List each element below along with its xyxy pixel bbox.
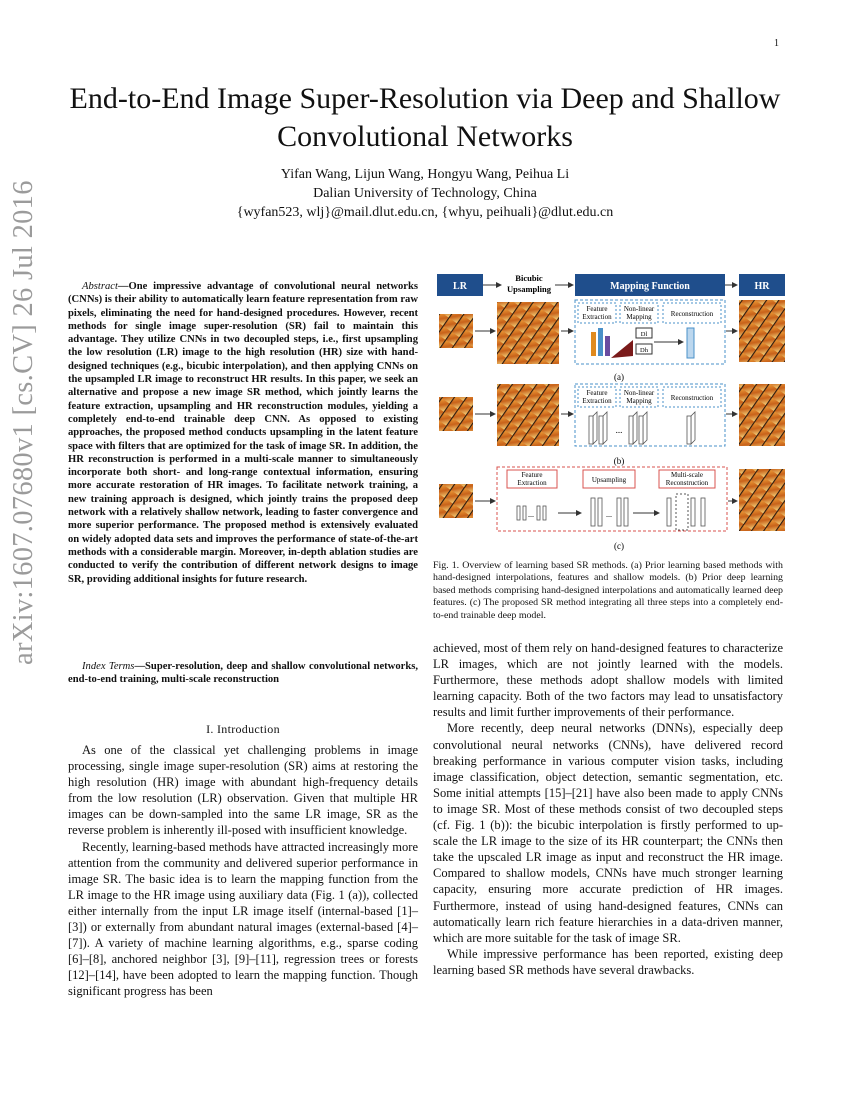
- figure-caption: Fig. 1. Overview of learning based SR methods. (a) Prior learning based methods with hand-designed interpolations, features and shallow models. (b) Prior deep learning based methods comprising hand-designed interpolations and automatically learned deep features. (c) The proposed SR method integrating all three steps into a completely end-to-end trainable deep model.: [433, 560, 783, 621]
- bicubic-butterfly-b: [497, 384, 559, 446]
- hr-butterfly-b: [739, 384, 785, 446]
- label-c: (c): [614, 541, 624, 551]
- abstract: [68, 280, 418, 586]
- abstract-label: Abstract: [82, 281, 118, 292]
- body-paragraph: achieved, most of them rely on hand-designed features to characterize LR images, which are not jointly learned with the models. Furthermore, these methods adopt shallow models with limited learning capacity. Both of the two factors may lead to unsatisfactory results and limit further improvements of their performance.: [433, 641, 783, 720]
- body-paragraph: Recently, learning-based methods have attracted increasingly more attention from the community and delivered superior performance in image SR. The basic idea is to learn the mapping function from the LR image to the HR image using auxiliary data (Fig. 1 (a)), collected either internally from the input LR image itself (internal-based [1]–[3]) or externally from abundant natural images (external-based [4]–[7]). A variety of machine learning algorithms, e.g., sparse coding [6]–[8], anchored neighbor [3], [9]–[11], regression trees or forests [12]–[14], have been adopted to learn the mapping function. Though significant progress has been: [68, 839, 418, 999]
- nonlinear-mapping-a: Non-linear Mapping: [623, 305, 655, 321]
- nonlinear-mapping-b: Non-linear Mapping: [623, 389, 655, 405]
- hr-butterfly-a: [739, 300, 785, 362]
- label-a: (a): [614, 372, 624, 382]
- lr-butterfly-c: [439, 484, 473, 518]
- bicubic-butterfly-a: [497, 302, 559, 364]
- section-heading: I. Introduction: [206, 722, 280, 736]
- abstract-text: —One impressive advantage of convolutional neural networks (CNNs) is their ability to automatically learn feature representation from raw pixels, eliminating the need for hand-designed procedures. However, recent methods for single image super-resolution (SR) fail to maintain this advantage. They utilize CNNs in two decoupled steps, i.e., first upsampling the low resolution (LR) image to the high resolution (HR) size with hand-designed techniques (e.g., bicubic interpolation), and then applying CNNs on the upsampled LR image to reconstruct HR results. In this paper, we seek an alternative and propose a new image SR method, which jointly learns the feature extraction, upsampling and HR reconstruction modules, yielding a completely end-to-end trainable deep CNN. As opposed to existing approaches, the proposed method conducts upsampling in the latent feature space with filters that are optimized for the task of image SR. In addition, the HR reconstruction is performed in a multi-scale manner to simultaneously incorporate both short- and long-range contextual information, ensuring more accurate restoration of HR images. To facilitate network training, a new training approach is designed, which jointly trains the proposed deep network with a relatively shallow network, leading to faster convergence and more superior performance. The proposed method is extensively evaluated on widely adopted data sets and improves the performance of state-of-the-art methods with a considerable margin. Moreover, in-depth ablation studies are conducted to verify the contribution of different network designs to image SR, providing additional insights for future research.: [68, 281, 418, 585]
- author-names: Yifan Wang, Lijun Wang, Hongyu Wang, Peihua Li: [280, 167, 570, 182]
- header-hr: HR: [754, 281, 770, 292]
- header-mapping: Mapping Function: [610, 281, 690, 292]
- ellipsis-c1: ...: [528, 510, 534, 519]
- feature-extraction-a: Feature Extraction: [582, 305, 612, 321]
- body-paragraph: As one of the classical yet challenging problems in image processing, single image super-resolution (SR) aims at restoring the high resolution (HR) image with abundant high-frequency details from the low resolution (LR) observation. Given that multiple HR images can be down-sampled into the same LR image, SR as the reverse problem is inherently ill-posed with insufficient knowledge.: [68, 743, 418, 838]
- lr-butterfly-a: [439, 314, 473, 348]
- lr-butterfly-b: [439, 397, 473, 431]
- paper-title: End-to-End Image Super-Resolution via Deep and Shallow Convolutional Networks: [69, 82, 781, 153]
- hr-butterfly-c: [739, 469, 785, 531]
- affiliation: Dalian University of Technology, China: [313, 186, 537, 201]
- page-number: 1: [774, 38, 779, 49]
- reconstruction-a: Reconstruction: [670, 310, 714, 318]
- figure-1: [433, 270, 788, 554]
- arxiv-stamp: arXiv:1607.07680v1 [cs.CV] 26 Jul 2016: [8, 180, 39, 665]
- multiscale-c: Multi-scale Reconstruction: [665, 471, 709, 487]
- label-b: (b): [613, 456, 625, 466]
- author-block: [50, 165, 800, 222]
- header-lr: LR: [453, 281, 467, 292]
- ellipsis-b: ...: [615, 425, 623, 435]
- index-terms: [68, 660, 418, 687]
- dict-dh: Dh: [640, 347, 648, 354]
- header-bicubic: Bicubic Upsampling: [507, 273, 551, 294]
- reconstruction-b: Reconstruction: [670, 394, 714, 402]
- index-terms-text: —Super-resolution, deep and shallow convolutional networks, end-to-end training, multi-scale reconstruction: [68, 661, 418, 686]
- dict-dl: Dl: [640, 331, 648, 338]
- feature-extraction-b: Feature Extraction: [582, 389, 612, 405]
- upsampling-c: Upsampling: [591, 476, 627, 484]
- ellipsis-c2: ...: [606, 510, 612, 519]
- index-terms-label: Index Terms: [82, 661, 135, 672]
- feature-extraction-c: Feature Extraction: [517, 471, 547, 487]
- right-column-body: [433, 640, 783, 978]
- body-paragraph: More recently, deep neural networks (DNNs), especially deep convolutional neural networks (CNNs), have delivered record breaking performance in various computer vision tasks, including image classification, object detection, semantic segmentation, etc. Some initial attempts [15]–[21] have also been made to apply CNNs to image SR. Most of these methods consist of two decoupled steps (cf. Fig. 1 (b)): the bicubic interpolation is firstly performed to up-scale the LR image to the size of its HR counterpart; the CNNs then take the upscaled LR image as input and reconstruct the HR image. Compared to shallow models, CNNs have much stronger learning capacity, ensuring more accurate prediction of HR images. Furthermore, instead of using hand-designed features, CNNs can automatically learn rich feature hierarchies in a data-driven manner, which are more suitable for the task of image SR.: [433, 721, 783, 945]
- left-column-body: [68, 742, 418, 1000]
- author-emails: {wyfan523, wlj}@mail.dlut.edu.cn, {whyu, peihuali}@dlut.edu.cn: [236, 205, 614, 220]
- body-paragraph: While impressive performance has been reported, existing deep learning based SR methods have several drawbacks.: [433, 946, 783, 977]
